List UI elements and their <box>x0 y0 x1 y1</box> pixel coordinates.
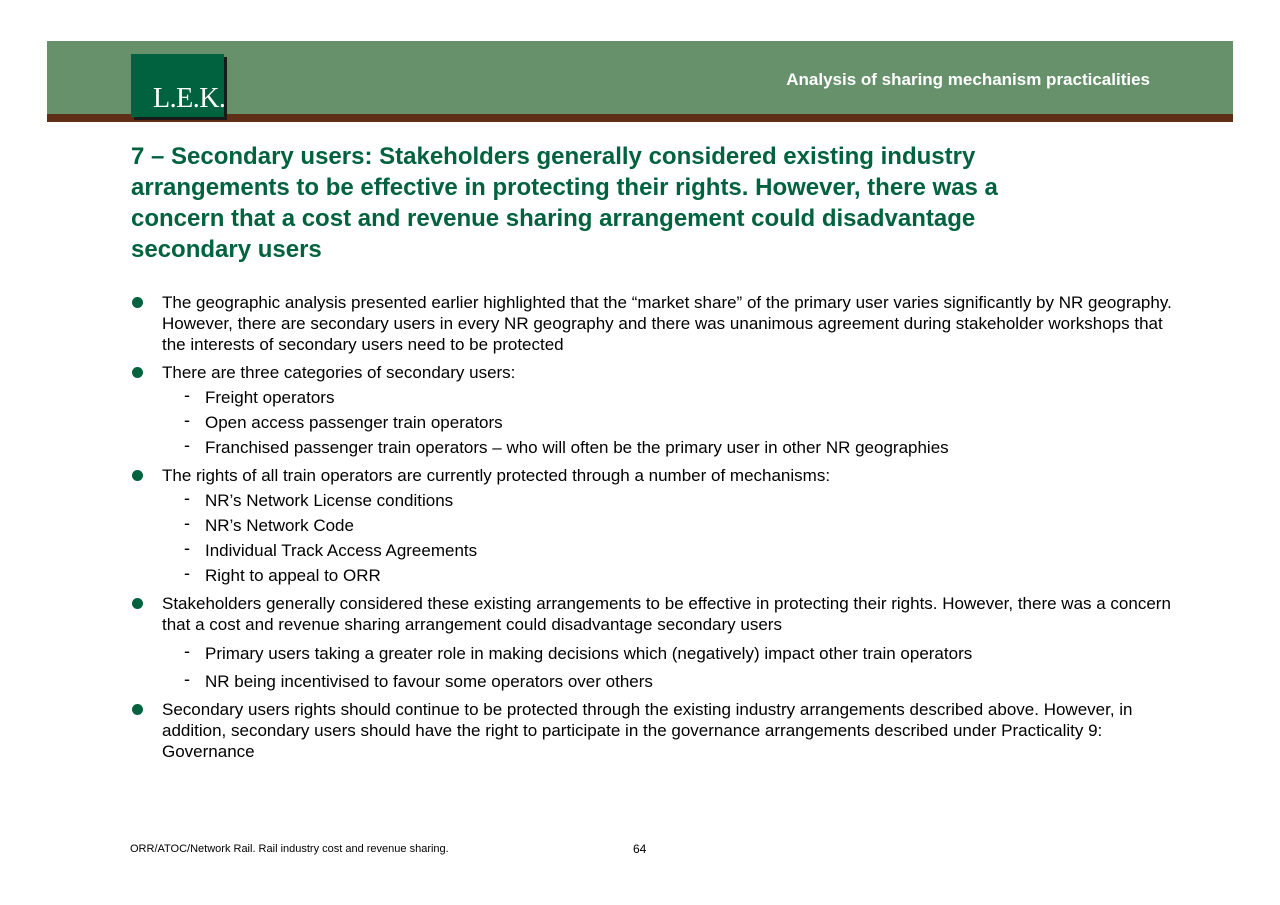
sub-item-text: Franchised passenger train operators – who will often be the primary user in other NR geographies <box>205 438 949 457</box>
sub-item <box>162 643 1191 664</box>
bullet-item <box>131 465 1191 586</box>
dash-icon: - <box>184 435 190 455</box>
sub-list <box>162 387 1191 458</box>
bullet-icon <box>132 598 143 609</box>
bullet-item <box>131 292 1191 355</box>
dash-icon: - <box>184 538 190 558</box>
bullet-text: The geographic analysis presented earlier highlighted that the “market share” of the primary user varies significantly by NR geography. However, there are secondary users in every NR geography and there was unanimous agreement during stakeholder workshops that the interests of secondary users need to be protected <box>162 293 1172 354</box>
sub-list <box>162 490 1191 586</box>
bullet-item <box>131 699 1191 762</box>
dash-icon: - <box>184 385 190 405</box>
dash-icon: - <box>184 513 190 533</box>
sub-item <box>162 490 1191 511</box>
bullet-text: There are three categories of secondary users: <box>162 363 516 382</box>
page-number: 64 <box>633 842 647 856</box>
sub-item <box>162 540 1191 561</box>
sub-item <box>162 412 1191 433</box>
bullet-list <box>131 292 1191 769</box>
bullet-item <box>131 362 1191 458</box>
dash-icon: - <box>184 641 190 661</box>
dash-icon: - <box>184 410 190 430</box>
footer-note: ORR/ATOC/Network Rail. Rail industry cost and revenue sharing. <box>130 843 449 855</box>
lek-logo: L.E.K. <box>131 54 224 117</box>
sub-item-text: Open access passenger train operators <box>205 413 503 432</box>
dash-icon: - <box>184 488 190 508</box>
bullet-text: The rights of all train operators are currently protected through a number of mechanisms: <box>162 466 831 485</box>
sub-item-text: Primary users taking a greater role in making decisions which (negatively) impact other train operators <box>205 644 973 663</box>
sub-item-text: Freight operators <box>205 388 335 407</box>
sub-item <box>162 437 1191 458</box>
bullet-text: Stakeholders generally considered these existing arrangements to be effective in protecting their rights. However, there was a concern that a cost and revenue sharing arrangement could disadvantage secondary users <box>162 594 1171 634</box>
sub-item-text: NR’s Network License conditions <box>205 491 454 510</box>
sub-item-text: NR’s Network Code <box>205 516 354 535</box>
sub-item-text: NR being incentivised to favour some operators over others <box>205 672 653 691</box>
sub-item <box>162 671 1191 692</box>
sub-item <box>162 515 1191 536</box>
dash-icon: - <box>184 563 190 583</box>
sub-item <box>162 565 1191 586</box>
bullet-item <box>131 593 1191 692</box>
bullet-icon <box>132 704 143 715</box>
sub-list <box>162 643 1191 692</box>
sub-item-text: Individual Track Access Agreements <box>205 541 478 560</box>
page-title: 7 – Secondary users: Stakeholders generally considered existing industry arrangements to be effective in protecting their rights. However, there was a concern that a cost and revenue sharing arrangement could disadvantage secondary users <box>131 143 998 263</box>
sub-item <box>162 387 1191 408</box>
sub-item-text: Right to appeal to ORR <box>205 566 381 585</box>
header-title: Analysis of sharing mechanism practicalities <box>786 70 1150 89</box>
dash-icon: - <box>184 669 190 689</box>
bullet-icon <box>132 297 143 308</box>
bullet-icon <box>132 470 143 481</box>
bullet-text: Secondary users rights should continue to be protected through the existing industry arrangements described above. However, in addition, secondary users should have the right to participate in the governance arrangements described under Practicality 9: Governance <box>162 700 1133 761</box>
bullet-icon <box>132 367 143 378</box>
